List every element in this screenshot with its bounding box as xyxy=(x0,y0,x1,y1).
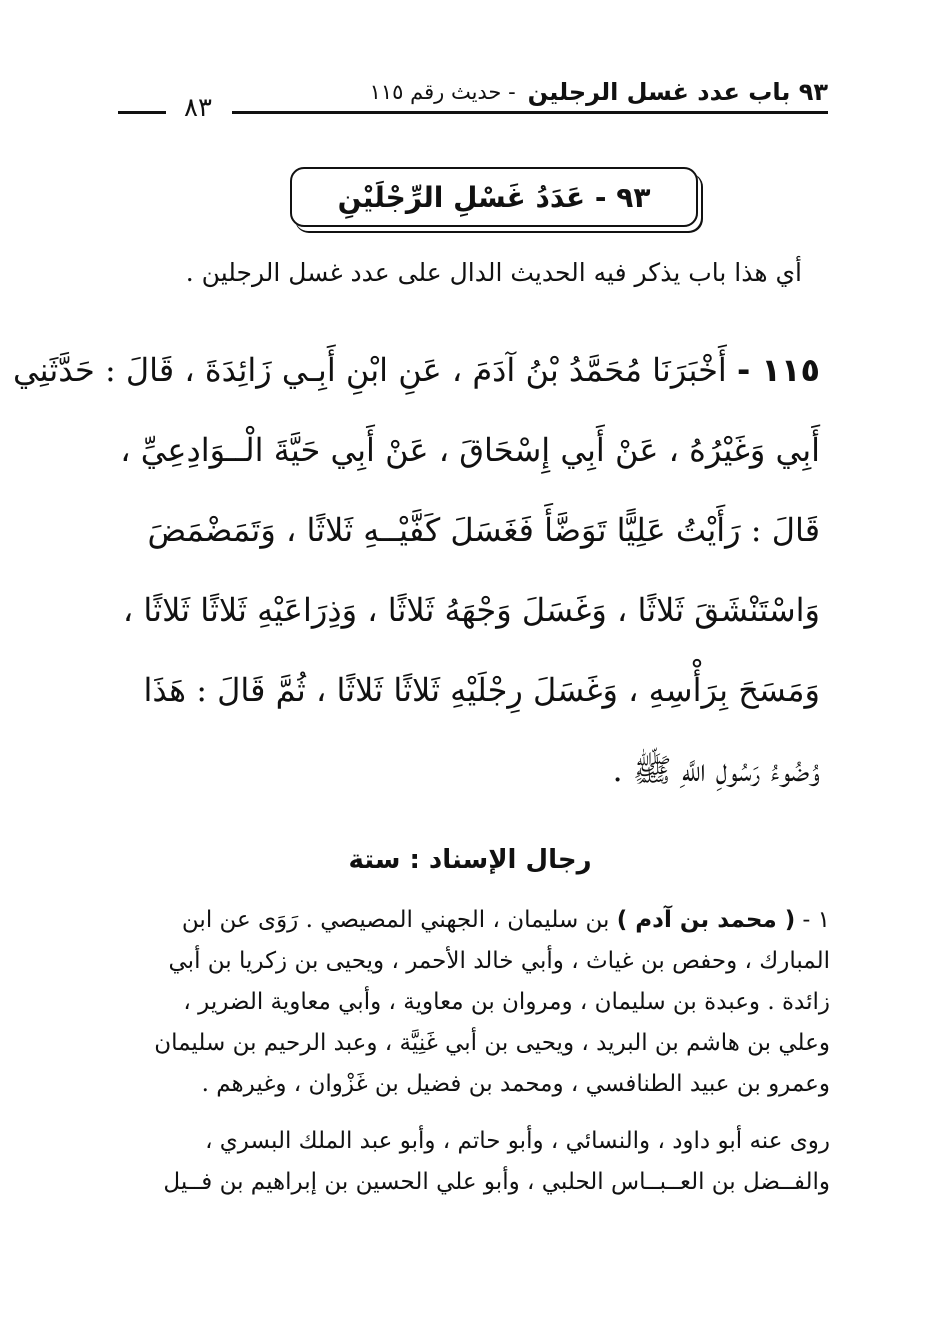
narrators-section xyxy=(108,900,830,1203)
header-rule xyxy=(232,111,828,114)
hadith-text xyxy=(12,330,820,810)
narrator-line: وعلي بن هاشم بن البريد ، ويحيى بن أبي غَنِيَّة ، وعبد الرحيم بن سليمان xyxy=(154,1030,830,1056)
chapter-intro: أي هذا باب يذكر فيه الحديث الدال على عدد غسل الرجلين . xyxy=(185,258,802,287)
hadith-line: وُضُوءُ رَسُولِ اللَّهِ ﷺ . xyxy=(612,751,820,789)
hadith-line: وَاسْتَنْشَقَ ثَلاثًا ، وَغَسَلَ وَجْهَهُ ثَلاثًا ، وَذِرَاعَيْهِ ثَلاثًا ثَلاثًا ، xyxy=(122,591,820,629)
hadith-line xyxy=(12,330,820,410)
hadith-line: أَبِي وَغَيْرُهُ ، عَنْ أَبِي إِسْحَاقَ ، عَنْ أَبِي حَيَّةَ الْــوَادِعِيِّ ، xyxy=(120,431,820,469)
paragraph-gap xyxy=(108,1105,830,1121)
hadith-number: ١١٥ - xyxy=(736,351,820,389)
hadith-line-text: أَخْبَرَنَا مُحَمَّدُ بْنُ آدَمَ ، عَنِ ابْنِ أَبِـي زَائِدَةَ ، قَالَ : حَدَّثَنِي xyxy=(12,351,727,389)
section-heading: رجال الإسناد : ستة xyxy=(348,845,592,875)
header-rule-short xyxy=(118,111,166,114)
hadith-line: قَالَ : رَأَيْتُ عَلِيًّا تَوَضَّأَ فَغَسَلَ كَفَّيْــهِ ثَلاثًا ، وَتَمَضْمَضَ xyxy=(147,511,820,549)
chapter-title: ٩٣ - عَدَدُ غَسْلِ الرِّجْلَيْنِ xyxy=(337,180,651,214)
narrator-entry-number: ١ - xyxy=(802,907,830,933)
narrator-line: المبارك ، وحفص بن غياث ، وأبي خالد الأحمر ، ويحيى بن زكريا بن أبي xyxy=(168,948,830,974)
page-number: ٨٣ xyxy=(184,93,212,123)
chapter-title-box xyxy=(290,167,698,227)
hadith-line: وَمَسَحَ بِرَأْسِهِ ، وَغَسَلَ رِجْلَيْهِ ثَلاثًا ثَلاثًا ، ثُمَّ قَالَ : هَذَا xyxy=(143,671,820,709)
narrator-line: والفــضل بن العــبــاس الحلبي ، وأبو علي الحسين بن إبراهيم بن فــيل xyxy=(163,1169,830,1195)
narrator-name: ( محمد بن آدم ) xyxy=(616,907,796,933)
running-header-title: ٩٣ باب عدد غسل الرجلين xyxy=(527,78,828,106)
running-header-subtitle: - حديث رقم ١١٥ xyxy=(369,80,516,104)
narrator-line-text: بن سليمان ، الجهني المصيصي . رَوَى عن ابن xyxy=(181,907,610,933)
narrator-line: وعمرو بن عبيد الطنافسي ، ومحمد بن فضيل بن غَزْوان ، وغيرهم . xyxy=(201,1071,830,1097)
narrator-line: زائدة . وعبدة بن سليمان ، ومروان بن معاوية ، وأبي معاوية الضرير ، xyxy=(183,989,830,1015)
narrator-line xyxy=(108,900,830,941)
narrator-line: روى عنه أبو داود ، والنسائي ، وأبو حاتم ، وأبو عبد الملك البسري ، xyxy=(205,1128,830,1154)
